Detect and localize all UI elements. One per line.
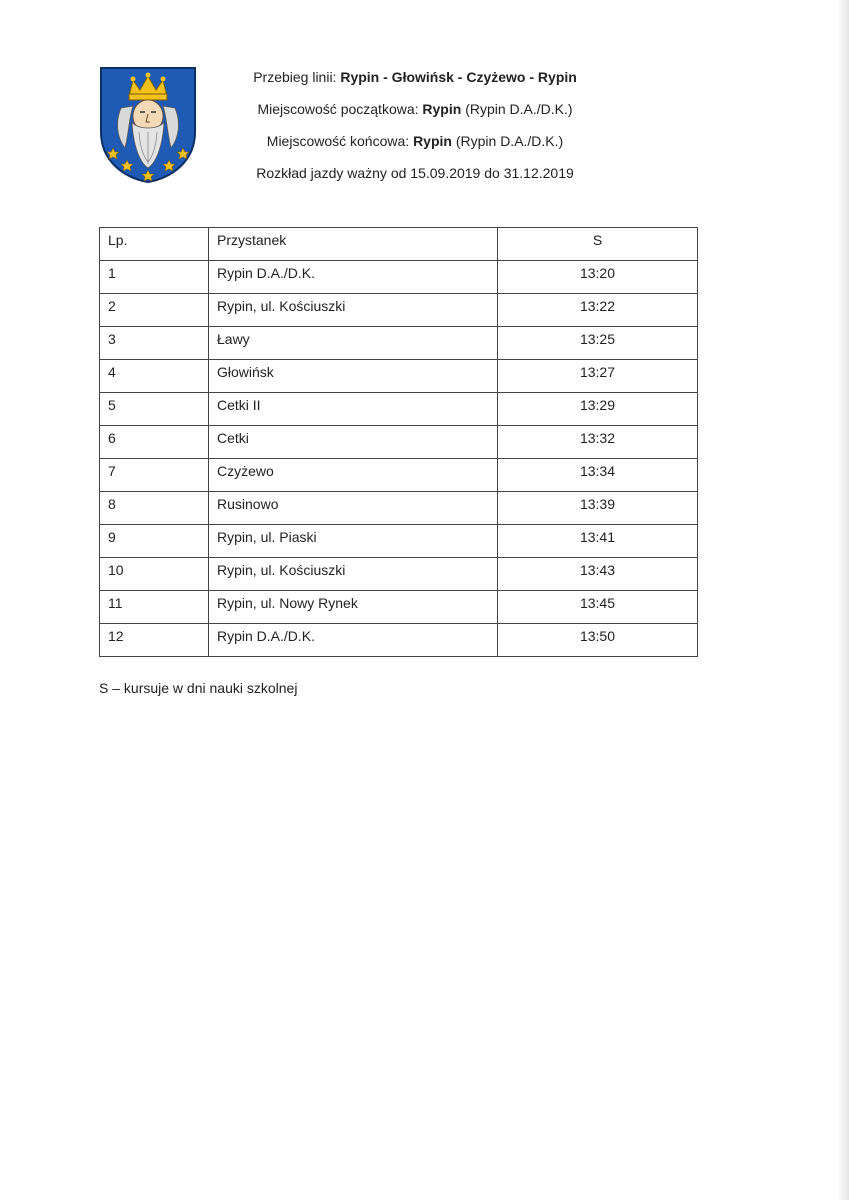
row-time: 13:41 bbox=[498, 525, 698, 558]
row-lp: 8 bbox=[100, 492, 209, 525]
row-stop: Głowińsk bbox=[209, 360, 498, 393]
table-row bbox=[100, 261, 698, 294]
table-row bbox=[100, 591, 698, 624]
header-time: S bbox=[498, 228, 698, 261]
table-row bbox=[100, 294, 698, 327]
header-lp: Lp. bbox=[100, 228, 209, 261]
table-row bbox=[100, 327, 698, 360]
row-stop: Rypin, ul. Piaski bbox=[209, 525, 498, 558]
end-label: Miejscowość końcowa: bbox=[266, 133, 410, 149]
row-stop: Czyżewo bbox=[209, 459, 498, 492]
row-time: 13:29 bbox=[498, 393, 698, 426]
table-row bbox=[100, 558, 698, 591]
end-bold: Rypin bbox=[413, 133, 452, 149]
table-row bbox=[100, 624, 698, 657]
footnote: S – kursuje w dni nauki szkolnej bbox=[99, 680, 298, 696]
table-row bbox=[100, 459, 698, 492]
table-header-row bbox=[100, 228, 698, 261]
row-lp: 5 bbox=[100, 393, 209, 426]
end-detail: (Rypin D.A./D.K.) bbox=[455, 133, 564, 149]
route-value: Rypin - Głowińsk - Czyżewo - Rypin bbox=[340, 69, 577, 85]
row-time: 13:22 bbox=[498, 294, 698, 327]
table-row bbox=[100, 426, 698, 459]
start-label: Miejscowość początkowa: bbox=[257, 101, 419, 117]
row-lp: 9 bbox=[100, 525, 209, 558]
table-row bbox=[100, 492, 698, 525]
table-row bbox=[100, 525, 698, 558]
row-time: 13:45 bbox=[498, 591, 698, 624]
end-line bbox=[230, 130, 600, 152]
start-line bbox=[230, 98, 600, 120]
rypin-coat-of-arms-icon bbox=[99, 66, 197, 184]
row-stop: Rypin, ul. Kościuszki bbox=[209, 294, 498, 327]
row-stop: Cetki bbox=[209, 426, 498, 459]
row-stop: Rusinowo bbox=[209, 492, 498, 525]
row-time: 13:27 bbox=[498, 360, 698, 393]
row-stop: Rypin D.A./D.K. bbox=[209, 261, 498, 294]
route-label: Przebieg linii: bbox=[253, 69, 337, 85]
timetable bbox=[99, 227, 698, 657]
row-stop: Rypin D.A./D.K. bbox=[209, 624, 498, 657]
row-lp: 11 bbox=[100, 591, 209, 624]
row-time: 13:20 bbox=[498, 261, 698, 294]
row-time: 13:32 bbox=[498, 426, 698, 459]
row-time: 13:39 bbox=[498, 492, 698, 525]
row-lp: 6 bbox=[100, 426, 209, 459]
row-lp: 3 bbox=[100, 327, 209, 360]
table-row bbox=[100, 393, 698, 426]
row-lp: 10 bbox=[100, 558, 209, 591]
start-bold: Rypin bbox=[422, 101, 462, 117]
row-time: 13:50 bbox=[498, 624, 698, 657]
row-stop: Cetki II bbox=[209, 393, 498, 426]
route-line bbox=[230, 66, 600, 88]
row-time: 13:34 bbox=[498, 459, 698, 492]
scan-edge bbox=[837, 0, 849, 1200]
table-row bbox=[100, 360, 698, 393]
row-lp: 12 bbox=[100, 624, 209, 657]
row-time: 13:43 bbox=[498, 558, 698, 591]
row-time: 13:25 bbox=[498, 327, 698, 360]
row-lp: 2 bbox=[100, 294, 209, 327]
row-stop: Rypin, ul. Nowy Rynek bbox=[209, 591, 498, 624]
document-header bbox=[230, 66, 600, 194]
validity-line: Rozkład jazdy ważny od 15.09.2019 do 31.12.2019 bbox=[256, 165, 574, 181]
header-stop: Przystanek bbox=[209, 228, 498, 261]
row-lp: 4 bbox=[100, 360, 209, 393]
row-lp: 1 bbox=[100, 261, 209, 294]
row-stop: Ławy bbox=[209, 327, 498, 360]
start-detail: (Rypin D.A./D.K.) bbox=[465, 101, 573, 117]
row-stop: Rypin, ul. Kościuszki bbox=[209, 558, 498, 591]
row-lp: 7 bbox=[100, 459, 209, 492]
